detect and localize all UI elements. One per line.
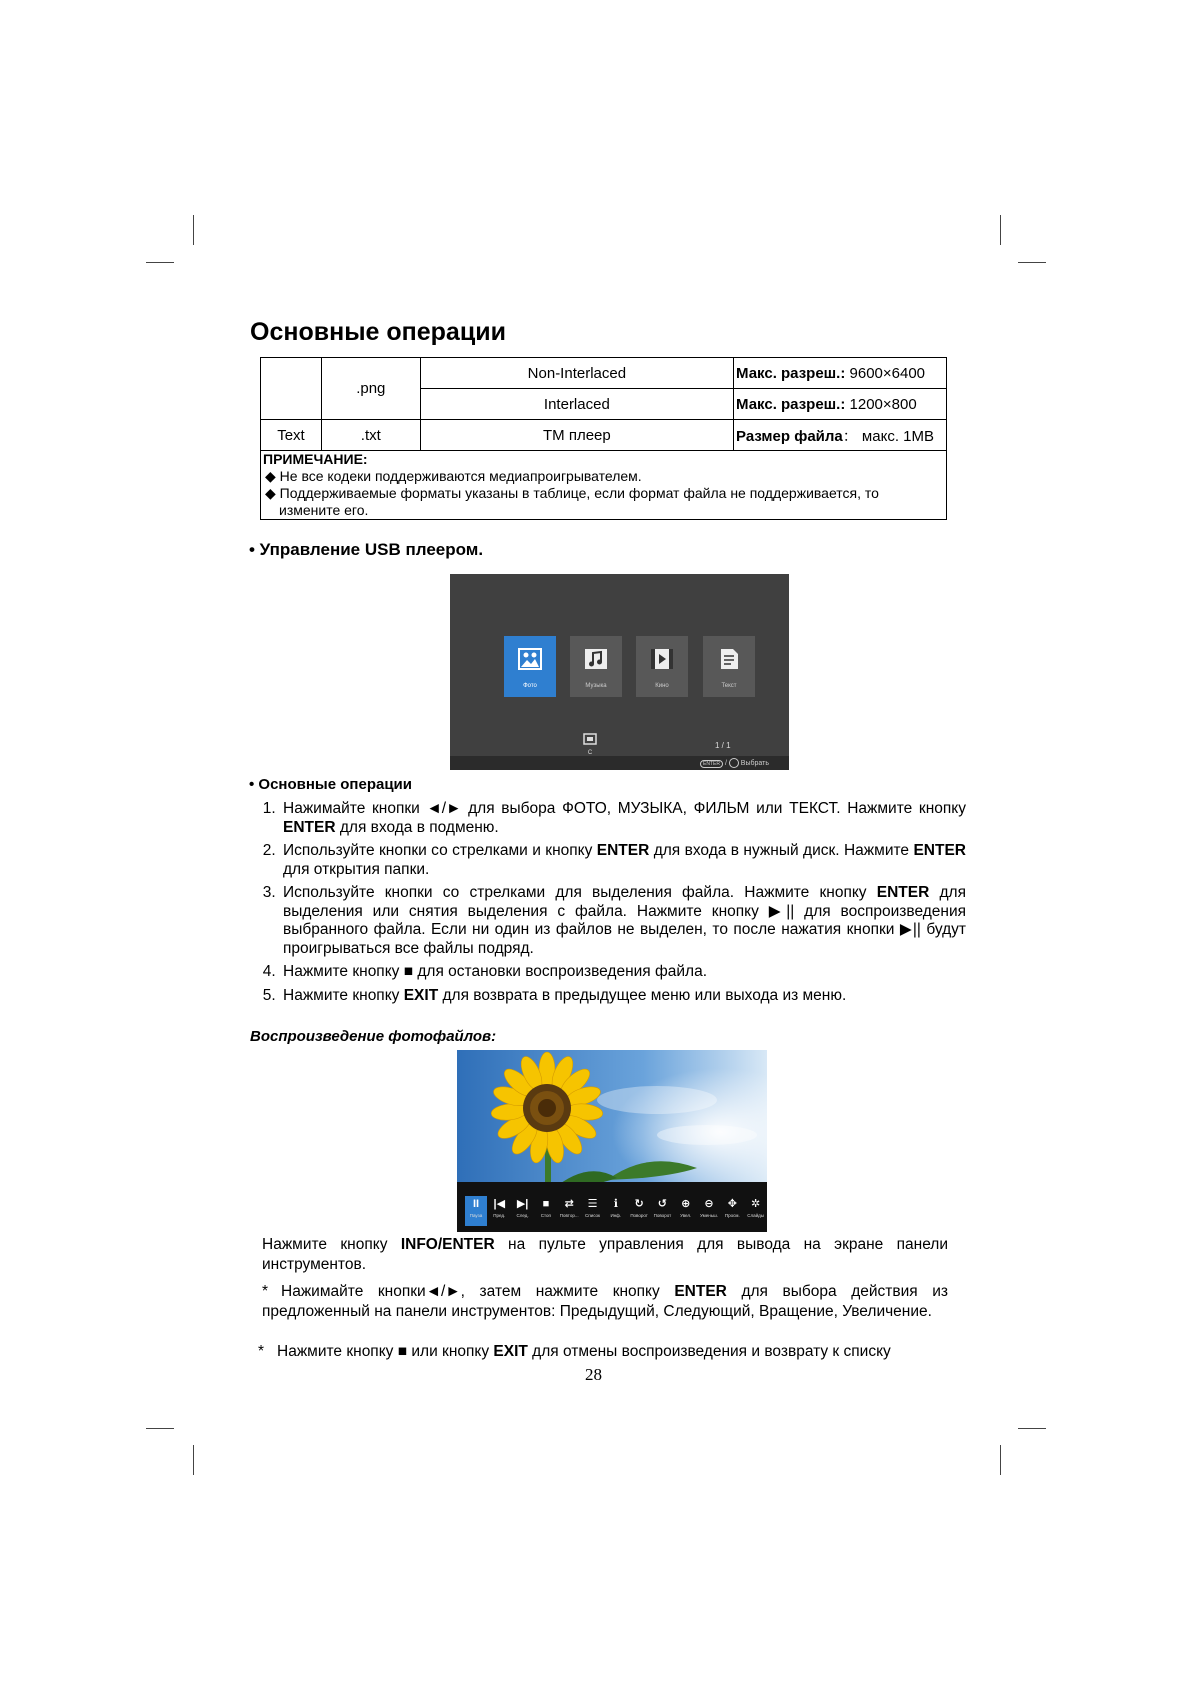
table-row bbox=[261, 420, 947, 451]
note-item: ◆ Поддерживаемые форматы указаны в таблице, если формат файла не поддерживается, то измените его. bbox=[265, 485, 879, 518]
toolbar-button-label: Инф. bbox=[610, 1213, 622, 1218]
usb-drive-icon bbox=[583, 733, 597, 745]
toolbar-button-label: Просм. bbox=[724, 1213, 740, 1218]
toolbar-button-label: Стоп bbox=[540, 1213, 551, 1218]
step-text: для открытия папки. bbox=[283, 860, 430, 878]
toolbar-button-label: Увел. bbox=[680, 1213, 692, 1218]
table-cell-ext: .txt bbox=[321, 420, 420, 451]
step-text: для входа в нужный диск. Нажмите bbox=[649, 842, 914, 859]
page-indicator: 1 / 1 bbox=[715, 741, 731, 750]
spec-label: Макс. разреш.: bbox=[736, 395, 846, 413]
toolbar-button-rotate-right[interactable] bbox=[628, 1196, 650, 1226]
music-icon bbox=[584, 648, 608, 670]
spec-label: Макс. разреш.: bbox=[736, 364, 846, 382]
usb-section-heading: • Управление USB плеером. bbox=[249, 540, 484, 559]
list-item bbox=[280, 884, 966, 958]
page-number: 28 bbox=[585, 1365, 602, 1384]
toolbar-button-label: След. bbox=[516, 1213, 529, 1218]
zoom-out-icon: ⊖ bbox=[704, 1198, 714, 1210]
page-title: Основные операции bbox=[250, 318, 506, 346]
step-text: для возврата в предыдущее меню или выхода из меню. bbox=[438, 986, 847, 1004]
ops-section-heading: • Основные операции bbox=[249, 776, 412, 793]
pause-icon: II bbox=[472, 1198, 480, 1210]
star-bullet: * bbox=[262, 1283, 269, 1300]
photo-toolbar bbox=[457, 1182, 767, 1232]
instruction-text: Нажмите кнопку bbox=[262, 1236, 401, 1253]
toolbar-button-zoom-in[interactable] bbox=[675, 1196, 697, 1226]
instruction-text: для отмены воспроизведения и возврату к списку bbox=[527, 1343, 891, 1360]
table-cell-mode: Non-Interlaced bbox=[420, 358, 733, 389]
toolbar-button-list[interactable] bbox=[582, 1196, 604, 1226]
toolbar-button-repeat[interactable] bbox=[558, 1196, 580, 1226]
text-icon bbox=[717, 648, 741, 670]
list-icon: ☰ bbox=[587, 1198, 598, 1210]
movie-icon bbox=[650, 648, 674, 670]
toolbar-button-zoom-out[interactable] bbox=[698, 1196, 720, 1226]
toolbar-button-info[interactable] bbox=[605, 1196, 627, 1226]
step-key: EXIT bbox=[403, 986, 439, 1004]
list-item bbox=[280, 987, 966, 1006]
instruction-key: INFO/ENTER bbox=[400, 1236, 495, 1253]
photo-viewer bbox=[457, 1050, 767, 1232]
toolbar-button-label: Слайды bbox=[747, 1213, 764, 1218]
instruction-text: для выбора действия из предложенный на панели инструментов: Предыдущий, Следующий, Вращение, Увеличение. bbox=[262, 1283, 949, 1320]
step-key: ENTER bbox=[596, 842, 650, 859]
info-icon: ℹ bbox=[613, 1198, 618, 1210]
note-item: ◆ Не все кодеки поддерживаются медиапроигрывателем. bbox=[265, 468, 642, 484]
step-text: Используйте кнопки со стрелками и кнопку bbox=[283, 842, 597, 859]
crop-mark bbox=[1018, 262, 1046, 263]
table-cell-spec bbox=[734, 358, 947, 389]
tile-movie[interactable] bbox=[636, 636, 688, 697]
list-item bbox=[280, 842, 966, 879]
table-cell-spec bbox=[734, 389, 947, 420]
usb-drive-label: C bbox=[587, 750, 593, 756]
pan-icon: ✥ bbox=[727, 1198, 737, 1210]
tile-label: Фото bbox=[523, 683, 537, 689]
stop-icon: ■ bbox=[542, 1198, 550, 1210]
usb-hint-bar bbox=[450, 756, 789, 770]
instruction-text: Нажмите кнопку ■ или кнопку bbox=[277, 1343, 494, 1360]
instruction-paragraph bbox=[262, 1235, 948, 1275]
table-cell-mode: Interlaced bbox=[420, 389, 733, 420]
instruction-text: на пульте управления для вывода на экране панели инструментов. bbox=[262, 1236, 948, 1273]
toolbar-button-pause[interactable] bbox=[465, 1196, 487, 1226]
tile-label: Текст bbox=[721, 683, 737, 689]
enter-key-icon: ENTER bbox=[700, 760, 723, 768]
crop-mark bbox=[146, 262, 174, 263]
table-cell-type bbox=[261, 358, 322, 420]
format-table bbox=[260, 357, 947, 520]
tile-label: Кино bbox=[655, 683, 669, 689]
rotate-right-icon: ↻ bbox=[634, 1198, 644, 1210]
zoom-in-icon: ⊕ bbox=[681, 1198, 691, 1210]
toolbar-button-slideshow[interactable] bbox=[745, 1196, 767, 1226]
toolbar-button-label: Поворот bbox=[630, 1213, 648, 1218]
note-row bbox=[261, 451, 947, 520]
tile-photo[interactable] bbox=[504, 636, 556, 697]
next-icon: ▶| bbox=[516, 1198, 529, 1210]
toolbar-button-label: Поворот bbox=[653, 1213, 672, 1218]
crop-mark bbox=[1000, 215, 1001, 245]
toolbar-button-label: Повтор... bbox=[559, 1213, 579, 1218]
toolbar-button-next[interactable] bbox=[512, 1196, 534, 1226]
note-box bbox=[261, 451, 947, 520]
photo-section-heading: Воспроизведение фотофайлов: bbox=[250, 1028, 497, 1045]
usb-player-screen bbox=[450, 574, 789, 770]
crop-mark bbox=[193, 1445, 194, 1475]
step-key: ENTER bbox=[283, 818, 336, 836]
instruction-key: ENTER bbox=[674, 1283, 727, 1300]
toolbar-button-pan[interactable] bbox=[721, 1196, 743, 1226]
table-cell-type: Text bbox=[261, 420, 322, 451]
spec-value: 1200×800 bbox=[845, 395, 917, 413]
tile-text[interactable] bbox=[703, 636, 755, 697]
list-item bbox=[280, 800, 966, 837]
crop-mark bbox=[1018, 1428, 1046, 1429]
instruction-key: EXIT bbox=[493, 1343, 528, 1360]
steps-list bbox=[262, 800, 966, 1010]
step-text: для выделения или снятия выделения с файла. Нажмите кнопку ▶|| для воспроизведения выбранного файла. Если ни один из файлов не выделен, то после нажатия кнопки ▶|| будут проигрываться все файлы подряд. bbox=[283, 884, 966, 957]
step-text: Нажимайте кнопки ◄/► для выбора ФОТО, МУЗЫКА, ФИЛЬМ или ТЕКСТ. Нажмите кнопку bbox=[283, 800, 966, 817]
tile-label: Музыка bbox=[585, 683, 607, 689]
crop-mark bbox=[193, 215, 194, 245]
instruction-text: Нажимайте кнопки◄/►, затем нажмите кнопку bbox=[281, 1283, 675, 1300]
note-title: ПРИМЕЧАНИЕ: bbox=[263, 451, 368, 467]
usb-hint bbox=[700, 758, 769, 768]
spec-value: ： макс. 1MB bbox=[842, 427, 934, 445]
ok-circle-icon bbox=[729, 758, 739, 768]
toolbar-button-rotate-left[interactable] bbox=[651, 1196, 673, 1226]
table-cell-mode: TM плеер bbox=[420, 420, 733, 451]
hint-separator: / bbox=[723, 759, 729, 767]
prev-icon: |◀ bbox=[493, 1198, 506, 1210]
instruction-paragraph bbox=[262, 1282, 948, 1322]
crop-mark bbox=[146, 1428, 174, 1429]
toolbar-button-label: Список bbox=[585, 1213, 600, 1218]
step-text: Используйте кнопки со стрелками для выделения файла. Нажмите кнопку bbox=[283, 884, 877, 901]
instruction-paragraph bbox=[258, 1342, 948, 1362]
toolbar-button-label: Пауза bbox=[469, 1213, 483, 1218]
star-bullet: * bbox=[258, 1343, 265, 1360]
table-cell-spec bbox=[734, 420, 947, 451]
toolbar-button-prev[interactable] bbox=[488, 1196, 510, 1226]
hint-text: Выбрать bbox=[740, 759, 769, 767]
tile-music[interactable] bbox=[570, 636, 622, 697]
spec-label: Размер файла bbox=[736, 427, 843, 445]
step-text: Нажмите кнопку bbox=[283, 986, 404, 1004]
toolbar-button-stop[interactable] bbox=[535, 1196, 557, 1226]
rotate-left-icon: ↺ bbox=[657, 1198, 667, 1210]
usb-drive-item[interactable] bbox=[582, 732, 598, 756]
step-key: ENTER bbox=[876, 884, 930, 901]
slideshow-icon: ✲ bbox=[750, 1198, 761, 1210]
step-key: ENTER bbox=[913, 842, 966, 859]
toolbar-button-label: Уменьш. bbox=[700, 1213, 718, 1218]
step-text: для входа в подменю. bbox=[335, 818, 499, 836]
step-text: Нажмите кнопку ■ для остановки воспроизведения файла. bbox=[283, 963, 708, 980]
table-cell-ext: .png bbox=[321, 358, 420, 420]
crop-mark bbox=[1000, 1445, 1001, 1475]
list-item bbox=[280, 963, 966, 982]
photo-icon bbox=[518, 648, 542, 670]
repeat-icon: ⇄ bbox=[564, 1198, 574, 1210]
spec-value: 9600×6400 bbox=[845, 364, 926, 382]
toolbar-button-label: Пред. bbox=[493, 1213, 506, 1218]
table-row bbox=[261, 358, 947, 389]
